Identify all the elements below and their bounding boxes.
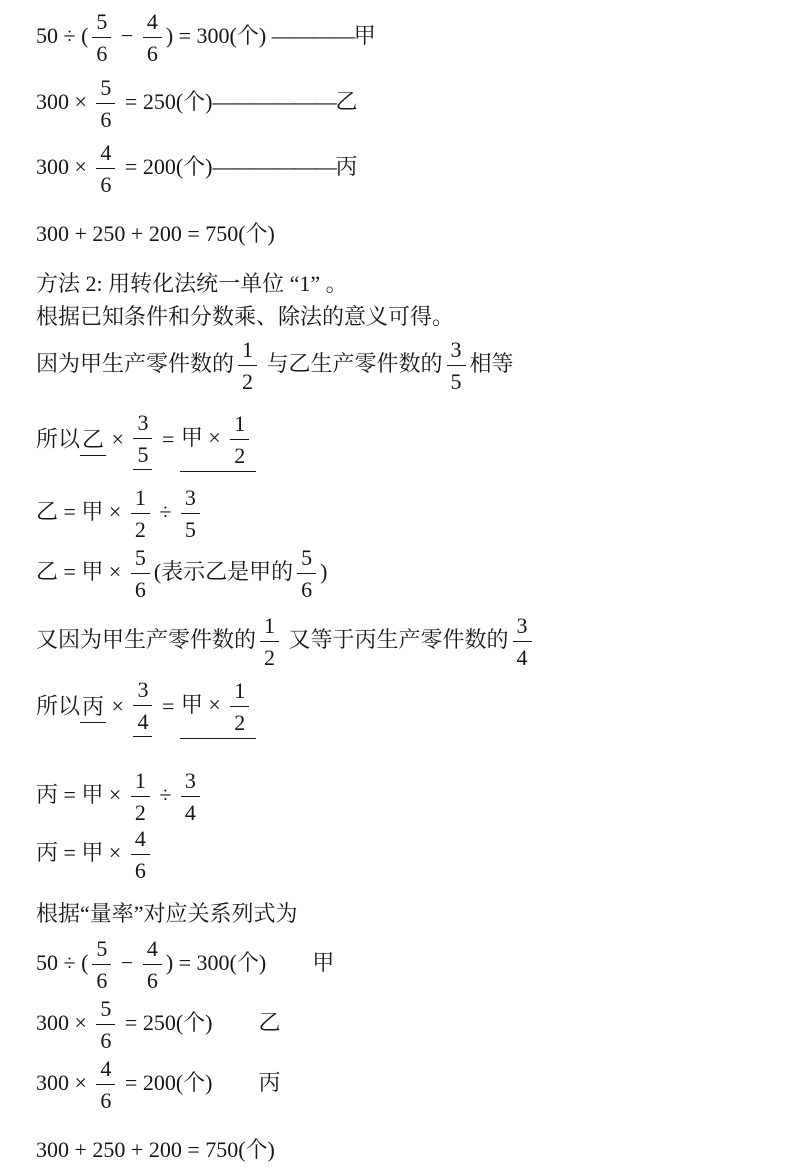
text-run: 丙 <box>258 1069 281 1095</box>
fraction-denominator: 5 <box>450 369 462 395</box>
text-run: 300 × <box>36 1009 93 1035</box>
fraction-numerator: 1 <box>131 486 150 514</box>
text-run: 300 + 250 + 200 = 750(个) <box>36 221 275 246</box>
formula-line <box>36 614 804 670</box>
formula-line <box>36 546 804 602</box>
fraction-numerator: 5 <box>92 10 111 38</box>
text-line: 方法 2: 用转化法统一单位 “1” 。 <box>36 271 348 297</box>
fraction-denominator: 6 <box>146 41 158 66</box>
text-run: 甲 <box>353 23 376 49</box>
formula-line <box>36 486 804 542</box>
formula-line <box>36 678 804 739</box>
text-run: = <box>156 426 180 452</box>
underlined-group <box>180 412 256 472</box>
fraction-numerator: 3 <box>513 614 532 642</box>
fraction <box>143 937 162 993</box>
formula-line <box>36 10 804 66</box>
math-solution-lines <box>36 10 804 1163</box>
fraction-denominator: 6 <box>100 1027 112 1053</box>
text-run: 丙 = 甲 × <box>36 840 127 866</box>
text-run: 乙 <box>335 89 358 115</box>
fraction-numerator: 3 <box>133 411 152 439</box>
text-run: 甲 × <box>180 691 227 717</box>
fraction <box>230 412 249 468</box>
fraction-denominator: 2 <box>134 800 146 826</box>
fraction-denominator: 2 <box>134 517 146 543</box>
text-run: 所以 <box>36 426 81 452</box>
fraction-numerator: 3 <box>133 678 152 706</box>
text-run: 甲 × <box>180 424 227 450</box>
fraction <box>181 486 200 542</box>
text-run: = 250(个) <box>119 1009 213 1035</box>
fraction <box>260 614 279 670</box>
text-run: ÷ <box>153 782 177 808</box>
fraction-numerator: 5 <box>131 546 150 574</box>
formula-line <box>36 937 804 993</box>
text-run: = <box>156 693 180 719</box>
fraction <box>96 997 115 1053</box>
text-run: 乙 = 甲 × <box>36 559 127 585</box>
fraction <box>131 486 150 542</box>
underlined-term: 乙 <box>80 428 106 456</box>
fraction-denominator: 5 <box>133 439 152 470</box>
text-run: ÷ <box>153 499 177 525</box>
fraction <box>143 10 162 66</box>
fraction-numerator: 4 <box>131 827 150 855</box>
formula-line <box>36 76 804 132</box>
text-run: 丙 = 甲 × <box>36 782 127 808</box>
formula-line <box>36 221 804 247</box>
fraction-numerator: 5 <box>96 76 115 104</box>
underlined-term: 丙 <box>80 695 106 723</box>
dash-connector: —————— <box>212 89 336 115</box>
fraction <box>131 546 150 602</box>
text-run: − <box>115 949 139 975</box>
fraction-denominator: 2 <box>234 442 246 468</box>
fraction-numerator: 1 <box>238 338 257 366</box>
fraction-denominator: 6 <box>100 172 112 197</box>
text-run: = 200(个) <box>119 1069 213 1095</box>
text-run: 所以 <box>36 693 81 719</box>
text-run: 50 ÷ ( <box>36 949 89 975</box>
fraction <box>297 546 316 602</box>
text-run: = 200(个) <box>119 154 213 180</box>
text-run: 300 × <box>36 1069 93 1095</box>
fraction-numerator: 4 <box>96 1057 115 1085</box>
fraction-denominator: 6 <box>146 967 158 993</box>
fraction <box>133 678 152 739</box>
fraction <box>96 76 115 132</box>
text-run: 300 + 250 + 200 = 750(个) <box>36 1136 275 1162</box>
text-run: 丙 <box>335 154 358 180</box>
fraction-denominator: 2 <box>264 645 276 671</box>
fraction-numerator: 1 <box>230 412 249 440</box>
fraction-denominator: 4 <box>133 706 152 737</box>
fraction-denominator: 4 <box>516 645 528 671</box>
fraction-denominator: 6 <box>96 967 108 993</box>
fraction-numerator: 5 <box>92 937 111 965</box>
text-line: 根据已知条件和分数乘、除法的意义可得。 <box>36 303 455 329</box>
fraction-numerator: 4 <box>143 937 162 965</box>
text-run: 甲 <box>312 949 335 975</box>
fraction-numerator: 1 <box>230 679 249 707</box>
fraction-numerator: 5 <box>96 997 115 1025</box>
text-run: 与乙生产零件数的 <box>261 351 443 377</box>
text-run: 又因为甲生产零件数的 <box>36 627 257 653</box>
fraction-denominator: 6 <box>301 577 313 603</box>
text-run: = 250(个) <box>119 89 213 115</box>
fraction <box>230 679 249 735</box>
text-line: 根据“量率”对应关系列式为 <box>36 901 298 927</box>
formula-line <box>36 769 804 825</box>
text-run: 50 ÷ ( <box>36 23 89 49</box>
fraction-numerator: 3 <box>181 486 200 514</box>
fraction <box>133 411 152 472</box>
fraction <box>96 141 115 197</box>
formula-line <box>36 827 804 883</box>
text-run: (表示乙是甲的 <box>153 559 294 585</box>
fraction <box>131 827 150 883</box>
text-run: 300 × <box>36 89 93 115</box>
formula-line <box>36 997 804 1053</box>
text-run: − <box>115 23 139 49</box>
fraction-denominator: 6 <box>100 107 112 132</box>
formula-line <box>36 411 804 472</box>
text-run: 300 × <box>36 154 93 180</box>
text-run: × <box>106 426 130 452</box>
fraction <box>513 614 532 670</box>
fraction-denominator: 5 <box>184 517 196 543</box>
fraction-denominator: 2 <box>242 369 254 395</box>
underlined-group <box>180 679 256 739</box>
text-run: 相等 <box>469 351 514 377</box>
formula-line <box>36 1137 804 1163</box>
fraction-denominator: 6 <box>96 41 108 66</box>
fraction-numerator: 4 <box>143 10 162 38</box>
fraction-denominator: 6 <box>134 858 146 884</box>
fraction-denominator: 6 <box>100 1087 112 1113</box>
fraction <box>447 338 466 394</box>
fraction <box>92 10 111 66</box>
fraction <box>96 1057 115 1113</box>
text-run: ) = 300(个) <box>165 949 267 975</box>
text-run: 因为甲生产零件数的 <box>36 351 235 377</box>
fraction-numerator: 5 <box>297 546 316 574</box>
dash-connector: —————— <box>212 154 336 180</box>
text-run: ) = 300(个) <box>165 23 272 49</box>
fraction-denominator: 4 <box>184 800 196 826</box>
fraction <box>181 769 200 825</box>
text-run: ) <box>320 559 328 585</box>
fraction-numerator: 1 <box>131 769 150 797</box>
formula-line <box>36 1057 804 1113</box>
dash-connector: ———— <box>271 23 354 49</box>
fraction-numerator: 3 <box>447 338 466 366</box>
formula-line <box>36 141 804 197</box>
fraction <box>238 338 257 394</box>
text-run: 乙 = 甲 × <box>36 499 127 525</box>
fraction <box>92 937 111 993</box>
text-run: × <box>106 693 130 719</box>
formula-line <box>36 338 804 394</box>
fraction-numerator: 1 <box>260 614 279 642</box>
fraction <box>131 769 150 825</box>
fraction-numerator: 3 <box>181 769 200 797</box>
fraction-denominator: 2 <box>234 709 246 735</box>
text-run: 乙 <box>258 1009 281 1035</box>
fraction-numerator: 4 <box>96 141 115 169</box>
text-run: 又等于丙生产零件数的 <box>283 627 509 653</box>
fraction-denominator: 6 <box>134 577 146 603</box>
